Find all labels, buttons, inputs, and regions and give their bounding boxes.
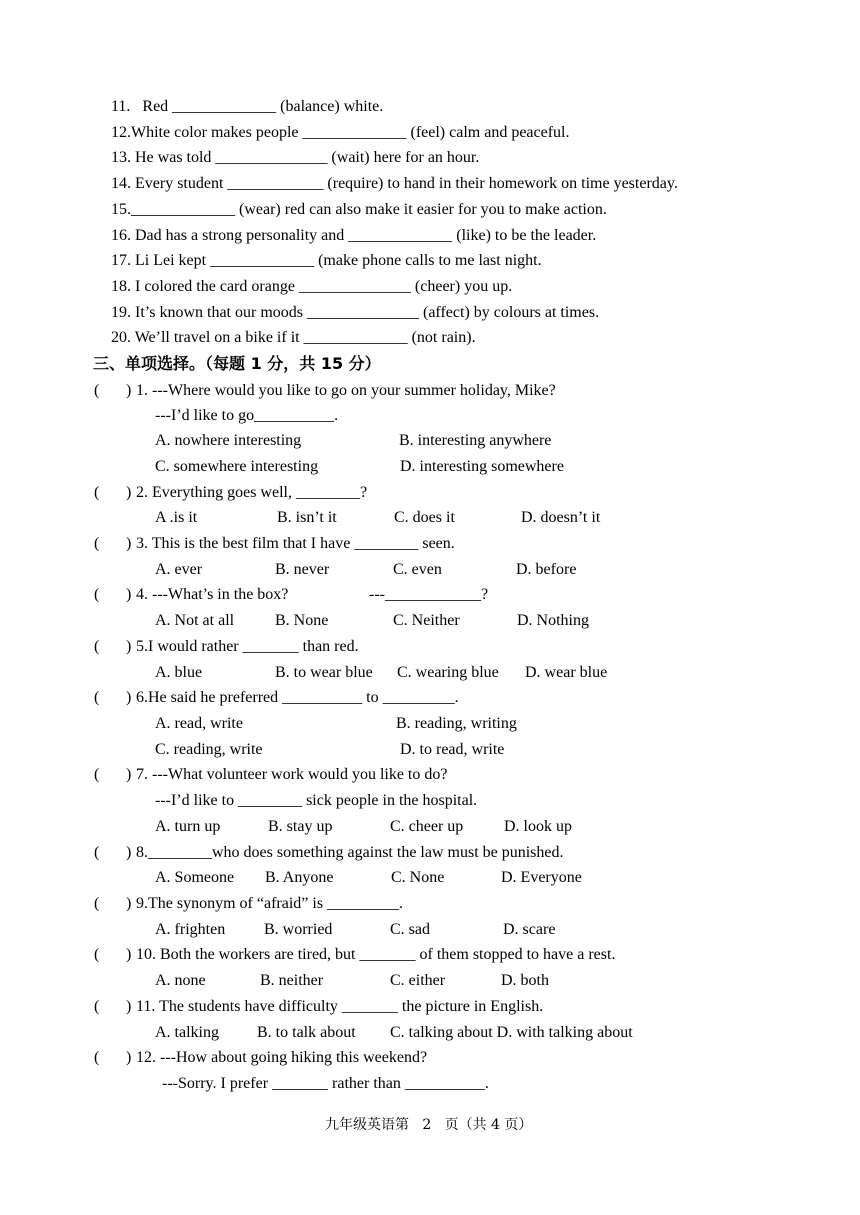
answer-paren-open: ( — [94, 844, 100, 861]
option-d: D. wear blue — [525, 664, 608, 681]
answer-paren-close: ) — [126, 895, 132, 912]
answer-paren-open: ( — [94, 946, 100, 963]
option-b: B. interesting anywhere — [399, 432, 552, 449]
option-b: B. reading, writing — [396, 715, 517, 732]
page-footer: 九年级英语第 2 页（共 4 页） — [325, 1117, 533, 1133]
option-a: A. Not at all — [155, 612, 235, 629]
answer-paren-close: ) — [126, 535, 132, 552]
option-b: B. None — [275, 612, 329, 629]
option-b: B. never — [275, 561, 330, 578]
question-stem: 3. This is the best film that I have ________ seen. — [136, 535, 455, 552]
option-c: C. does it — [394, 509, 455, 526]
option-d: D. look up — [504, 818, 572, 835]
answer-paren-close: ) — [126, 484, 132, 501]
option-a: A .is it — [155, 509, 198, 526]
section-title: 三、单项选择。（每题 1 分，共 15 分） — [93, 354, 381, 373]
answer-paren-open: ( — [94, 689, 100, 706]
fill-blank-item: 20. We’ll travel on a bike if it _____________ (not rain). — [111, 329, 476, 346]
option-b: B. stay up — [268, 818, 333, 835]
option-a: A. ever — [155, 561, 203, 578]
option-a: A. turn up — [155, 818, 221, 835]
fill-blank-item: 18. I colored the card orange ______________ (cheer) you up. — [111, 278, 513, 295]
answer-paren-close: ) — [126, 689, 132, 706]
option-a: A. talking — [155, 1024, 219, 1041]
option-b: B. isn’t it — [277, 509, 337, 526]
answer-paren-open: ( — [94, 586, 100, 603]
question-stem: 6.He said he preferred __________ to _________. — [136, 689, 459, 706]
question-stem: 5.I would rather _______ than red. — [136, 638, 359, 655]
answer-paren-close: ) — [126, 638, 132, 655]
option-d: D. to read, write — [400, 741, 505, 758]
question-stem: 4. ---What’s in the box? — [136, 586, 289, 603]
question-response: ---____________? — [369, 586, 489, 603]
fill-blank-item: 17. Li Lei kept _____________ (make phone calls to me last night. — [111, 252, 542, 269]
answer-paren-open: ( — [94, 638, 100, 655]
option-c: C. cheer up — [390, 818, 464, 835]
option-c: C. talking about D. with talking about — [390, 1024, 633, 1041]
option-a: A. read, write — [155, 715, 243, 732]
option-c: C. wearing blue — [397, 664, 499, 681]
answer-paren-open: ( — [94, 535, 100, 552]
option-a: A. nowhere interesting — [155, 432, 302, 449]
question-subline: ---I’d like to ________ sick people in the hospital. — [155, 792, 478, 809]
question-stem: 1. ---Where would you like to go on your summer holiday, Mike? — [136, 382, 556, 399]
fill-blank-item: 14. Every student ____________ (require) to hand in their homework on time yesterday. — [111, 175, 678, 192]
question-stem: 11. The students have difficulty _______ the picture in English. — [136, 998, 544, 1015]
option-a: A. blue — [155, 664, 203, 681]
question-stem: 2. Everything goes well, ________? — [136, 484, 368, 501]
answer-paren-close: ) — [126, 844, 132, 861]
answer-paren-close: ) — [126, 946, 132, 963]
answer-paren-open: ( — [94, 998, 100, 1015]
option-d: D. both — [501, 972, 549, 989]
question-subline: ---I’d like to go__________. — [155, 407, 339, 424]
option-d: D. Nothing — [517, 612, 589, 629]
option-a: A. none — [155, 972, 206, 989]
option-b: B. Anyone — [265, 869, 334, 886]
question-stem: 7. ---What volunteer work would you like to do? — [136, 766, 448, 783]
option-c: C. None — [391, 869, 445, 886]
option-d: D. interesting somewhere — [400, 458, 564, 475]
answer-paren-open: ( — [94, 1049, 100, 1066]
answer-paren-close: ) — [126, 586, 132, 603]
option-a: A. frighten — [155, 921, 226, 938]
fill-blank-item: 12.White color makes people _____________ (feel) calm and peaceful. — [111, 124, 570, 141]
fill-blank-item: 11. Red _____________ (balance) white. — [111, 98, 384, 115]
option-c: C. sad — [390, 921, 430, 938]
option-d: D. doesn’t it — [521, 509, 601, 526]
option-d: D. before — [516, 561, 577, 578]
answer-paren-open: ( — [94, 382, 100, 399]
option-b: B. to talk about — [257, 1024, 356, 1041]
option-c: C. either — [390, 972, 446, 989]
answer-paren-close: ) — [126, 1049, 132, 1066]
option-c: C. even — [393, 561, 442, 578]
option-b: B. worried — [264, 921, 333, 938]
answer-paren-open: ( — [94, 895, 100, 912]
answer-paren-close: ) — [126, 382, 132, 399]
answer-paren-open: ( — [94, 766, 100, 783]
option-b: B. neither — [260, 972, 324, 989]
answer-paren-close: ) — [126, 766, 132, 783]
fill-blank-item: 13. He was told ______________ (wait) here for an hour. — [111, 149, 480, 166]
question-stem: 9.The synonym of “afraid” is _________. — [136, 895, 404, 912]
option-d: D. Everyone — [501, 869, 582, 886]
answer-paren-open: ( — [94, 484, 100, 501]
question-stem: 10. Both the workers are tired, but _______ of them stopped to have a rest. — [136, 946, 616, 963]
question-stem: 8.________who does something against the law must be punished. — [136, 844, 564, 861]
option-c: C. somewhere interesting — [155, 458, 319, 475]
option-b: B. to wear blue — [275, 664, 373, 681]
question-subline: ---Sorry. I prefer _______ rather than __________. — [162, 1075, 489, 1092]
fill-blank-item: 19. It’s known that our moods ______________ (affect) by colours at times. — [111, 304, 600, 321]
option-d: D. scare — [503, 921, 556, 938]
answer-paren-close: ) — [126, 998, 132, 1015]
fill-blank-item: 15._____________ (wear) red can also make it easier for you to make action. — [111, 201, 607, 218]
option-c: C. reading, write — [155, 741, 263, 758]
question-stem: 12. ---How about going hiking this weekend? — [136, 1049, 428, 1066]
option-a: A. Someone — [155, 869, 235, 886]
fill-blank-item: 16. Dad has a strong personality and _____________ (like) to be the leader. — [111, 227, 597, 244]
option-c: C. Neither — [393, 612, 460, 629]
